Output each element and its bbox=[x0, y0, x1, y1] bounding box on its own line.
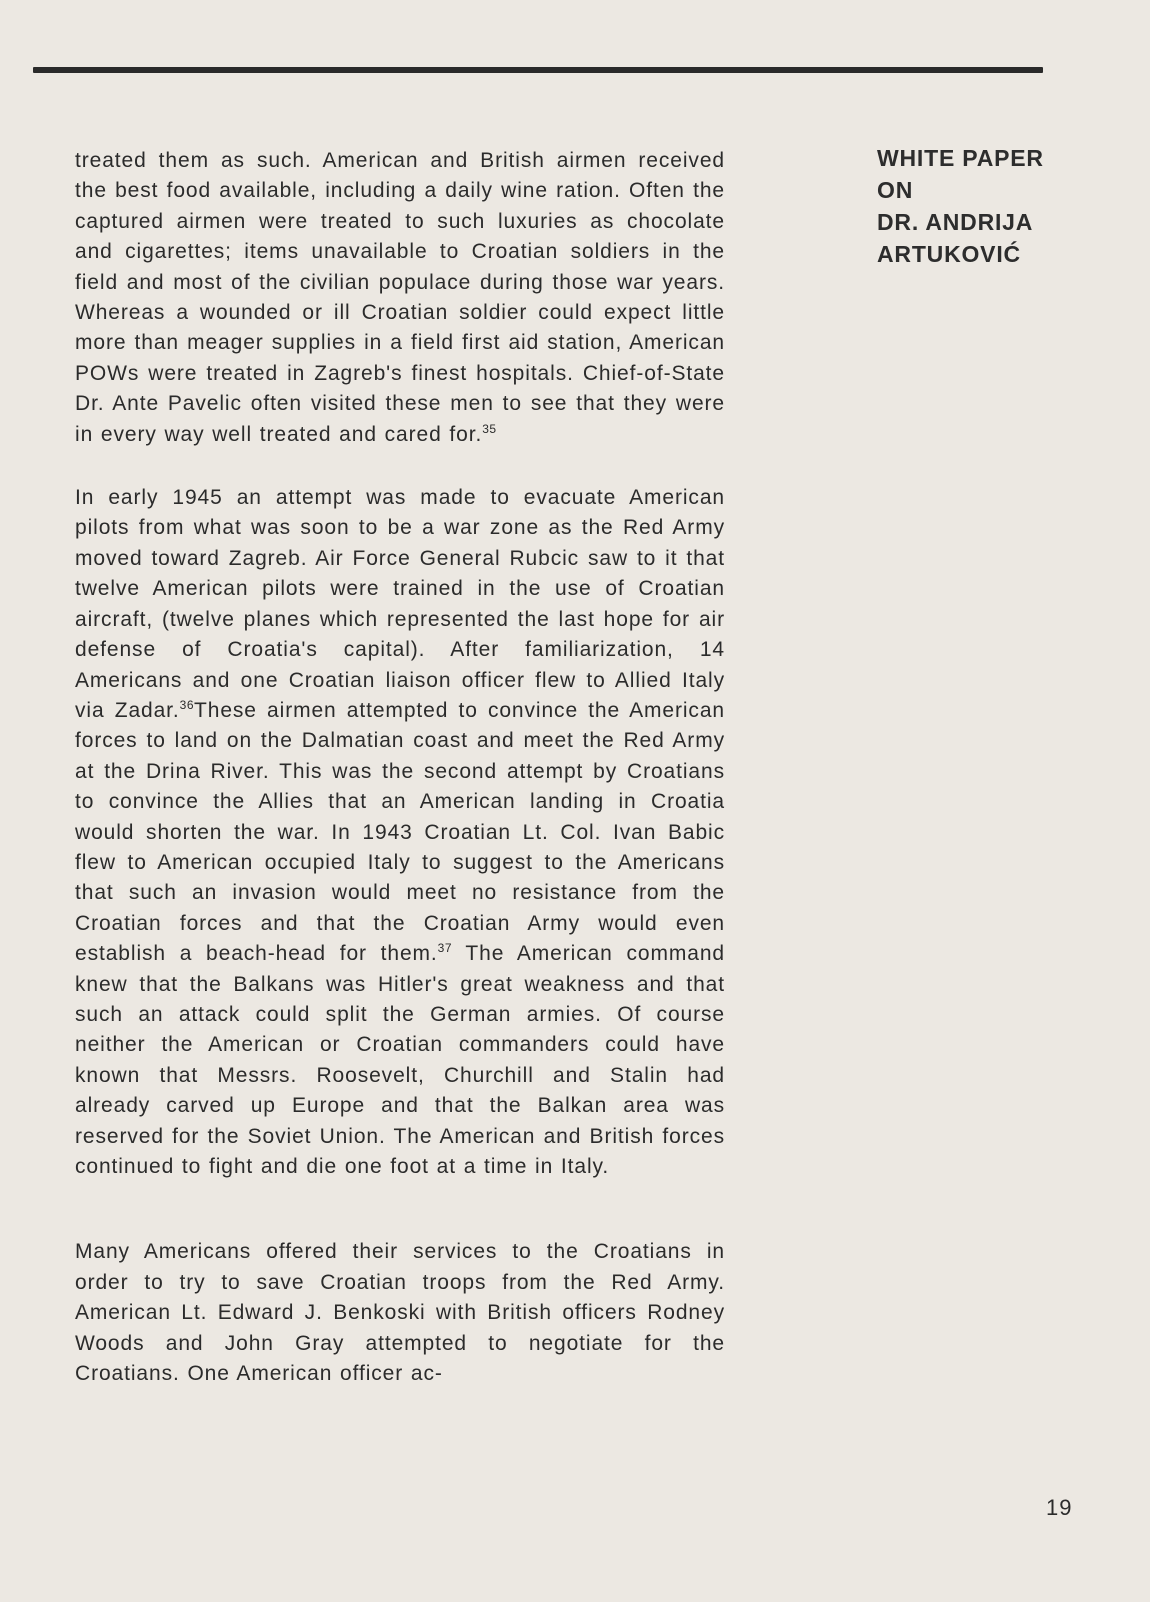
paragraph-text: These airmen attempted to convince the American forces to land on the Dalmatian coast and meet the Red Army at the Drina River. This was the second attempt by Croatians to convince the Allies that an American landing in Croatia would shorten the war. In 1943 Croatian Lt. Col. Ivan Babic flew to American occupied Italy to suggest to the Americans that such an invasion would meet no resistance from the Croatian forces and that the Croatian Army would even establish a beach-head for them. bbox=[75, 698, 725, 966]
paragraph-text: treated them as such. American and British airmen received the best food available, including a daily wine ration. Often the captured airmen were treated to such luxuries as chocolate and cigarettes; items unavailable to Croatian soldiers in the field and most of the civilian populace during those war years. Whereas a wounded or ill Croatian soldier could expect little more than meager supplies in a field first aid station, American POWs were treated in Zagreb's finest hospitals. Chief-of-State Dr. Ante Pavelic often visited these men to see that they were in every way well treated and cared for. bbox=[75, 149, 725, 446]
paragraph bbox=[75, 483, 725, 1182]
paragraph bbox=[75, 146, 725, 450]
page-number: 19 bbox=[1046, 1495, 1073, 1520]
footnote-ref: 35 bbox=[482, 421, 497, 436]
paragraph bbox=[75, 1237, 725, 1389]
paragraph-text: The American command knew that the Balkans was Hitler's great weakness and that such an attack could split the German armies. Of course neither the American or Croatian commanders could have known that Messrs. Roosevelt, Churchill and Stalin had already carved up Europe and that the Balkan area was reserved for the Soviet Union. The American and British forces continued to fight and die one foot at a time in Italy. bbox=[75, 942, 725, 1178]
running-title bbox=[877, 142, 1077, 270]
running-title-line: ARTUKOVIĆ bbox=[877, 241, 1021, 267]
running-title-line: ON bbox=[877, 177, 914, 203]
article-body bbox=[75, 146, 725, 1389]
footnote-ref: 37 bbox=[437, 941, 453, 956]
paragraph-text: In early 1945 an attempt was made to evacuate American pilots from what was soon to be a war zone as the Red Army moved toward Zagreb. Air Force General Rubcic saw to it that twelve American pilots were trained in the use of Croatian aircraft, (twelve planes which represented the last hope for air defense of Croatia's capital). After familiarization, 14 Americans and one Croatian liaison officer flew to Allied Italy via Zadar. bbox=[75, 486, 725, 722]
top-rule bbox=[33, 67, 1043, 73]
running-title-line: DR. ANDRIJA bbox=[877, 209, 1034, 235]
paragraph-text: Many Americans offered their services to the Croatians in order to try to save Croatian troops from the Red Army. American Lt. Edward J. Benkoski with British officers Rodney Woods and John Gray attempted to negotiate for the Croatians. One American officer ac- bbox=[75, 1240, 725, 1386]
running-title-line: WHITE PAPER bbox=[877, 145, 1044, 171]
footnote-ref: 36 bbox=[179, 697, 195, 712]
